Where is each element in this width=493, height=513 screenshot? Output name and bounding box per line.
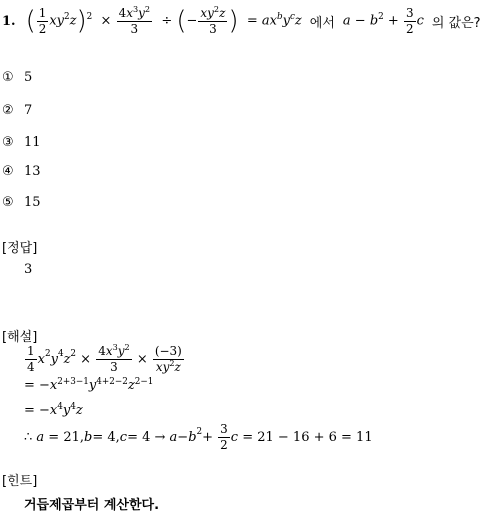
question-line (2, 6, 481, 36)
question-expression: ( $\frac{1}{2}$ $xy^2z)^2$ × $\frac{4x^3y^2}{3}$ ÷ (− $\frac{xy^2z}{3}$ ) = $ax^by^cz$ (25, 4, 302, 36)
choice-mark: ① (2, 70, 14, 85)
choice-mark: ④ (2, 164, 14, 179)
choice-1[interactable] (2, 70, 32, 85)
answer-value: 3 (24, 262, 33, 277)
explanation-line-1: $\frac{1}{4}$ x $^2$ y $^4$ z $^2$ × $\frac{4x^3y^2}{3}$ × $\frac{(-3)}{xy^2z}$ (27, 342, 182, 374)
choice-mark: ⑤ (2, 195, 14, 210)
choice-value: 11 (24, 135, 41, 150)
choice-4[interactable] (2, 164, 41, 179)
choice-value: 5 (24, 70, 33, 85)
question-tail-text: 의 값은? (431, 15, 481, 31)
answer-label: [정답] (2, 241, 38, 256)
choice-mark: ② (2, 103, 14, 118)
explanation-line-4: ∴ a = 21, b = 4, c = 4 → a − b $^2$ + $\frac{3}{2}$ c = 21 − 16 + 6 = 11 (24, 421, 373, 452)
choice-5[interactable] (2, 195, 41, 210)
hint-text: 거듭제곱부터 계산한다. (24, 498, 160, 513)
choice-value: 7 (24, 103, 33, 118)
choice-value: 15 (24, 195, 41, 210)
choice-3[interactable] (2, 135, 41, 150)
condition-expression: $a - b^2$ + $\frac{3}{2}$ c (342, 5, 424, 36)
choice-2[interactable] (2, 103, 32, 118)
explanation-line-3: = $-x^4y^4z$ (24, 401, 83, 418)
explanation-line-2: = $-x^{2+3-1}y^{4+2-2}z^{2-1}$ (24, 376, 154, 393)
choice-mark: ③ (2, 135, 14, 150)
question-number: 1. (2, 13, 16, 29)
explanation-label: [해설] (2, 330, 38, 345)
choice-value: 13 (24, 164, 41, 179)
question-suffix-text: 에서 (309, 15, 335, 31)
hint-label: [힌트] (2, 474, 38, 489)
